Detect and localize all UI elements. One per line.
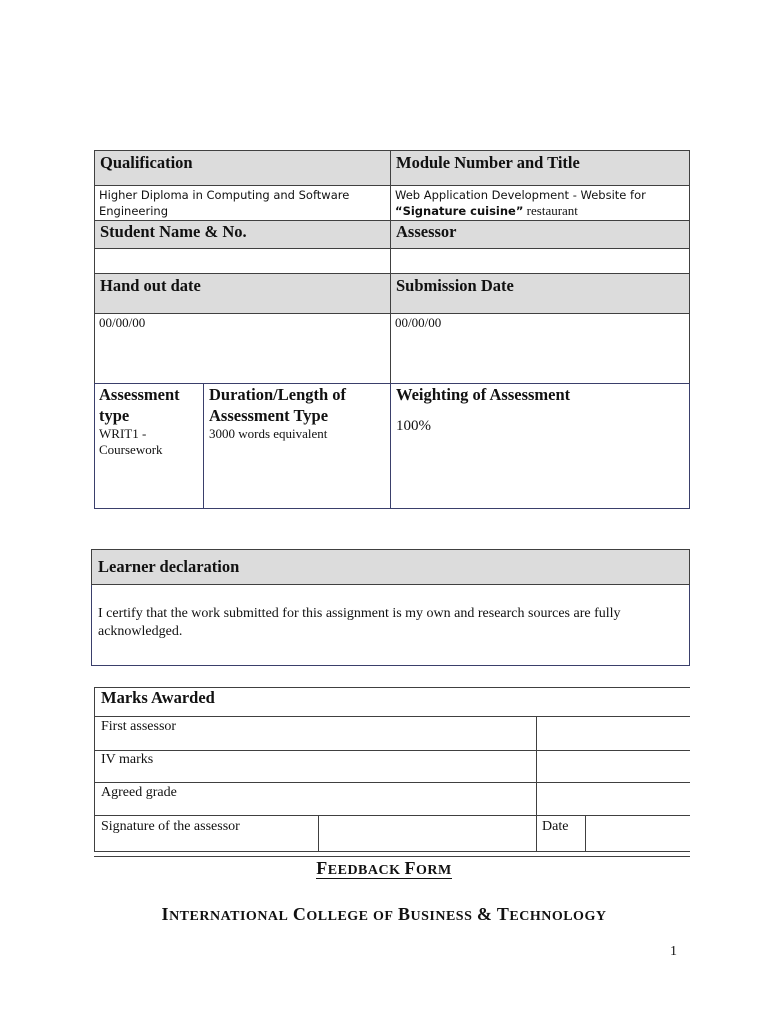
- signature-field[interactable]: [319, 816, 535, 851]
- iv-marks-label: IV marks: [101, 752, 154, 767]
- module-value-quote-open: “: [395, 204, 403, 218]
- declaration-text: I certify that the work submitted for this assignment is my own and research sources are fully acknowledged.: [98, 606, 621, 639]
- assessor-value-cell[interactable]: [390, 248, 690, 274]
- assessment-type-value: WRIT1 - Coursework: [99, 426, 163, 457]
- submission-date-value: 00/00/00: [395, 315, 442, 330]
- declaration-title: Learner declaration: [98, 557, 240, 576]
- submission-header-cell: [390, 273, 690, 314]
- date-label: Date: [542, 819, 569, 834]
- submission-value-cell: [390, 313, 690, 384]
- handout-label: Hand out date: [100, 276, 201, 295]
- marks-bottom-double-border: [94, 856, 690, 857]
- handout-header-cell: [94, 273, 391, 314]
- declaration-header-cell: [91, 549, 690, 585]
- module-header-cell: [390, 150, 690, 186]
- assessor-label: Assessor: [396, 222, 457, 241]
- weighting-value: 100%: [396, 418, 431, 434]
- qualification-label: Qualification: [100, 153, 193, 172]
- qualification-value-cell: [94, 185, 391, 221]
- college-title: INTERNATIONAL COLLEGE OF BUSINESS & TECHNOLOGY: [161, 904, 607, 924]
- module-label: Module Number and Title: [396, 153, 580, 172]
- marks-left-border: [94, 687, 95, 851]
- marks-bottom-border: [94, 851, 690, 852]
- feedback-form-title: FEEDBACK FORM: [316, 858, 452, 878]
- submission-label: Submission Date: [396, 276, 514, 295]
- module-value-line1: Web Application Development - Website for: [395, 188, 646, 202]
- agreed-grade-label: Agreed grade: [101, 785, 177, 800]
- module-value-restaurant-name: Signature cuisine: [402, 204, 516, 218]
- qualification-header-cell: [94, 150, 391, 186]
- weighting-label: Weighting of Assessment: [396, 385, 571, 404]
- module-value-line2: [395, 203, 685, 219]
- duration-label: Duration/Length of Assessment Type: [209, 385, 347, 425]
- assessor-header-cell: [390, 220, 690, 249]
- handout-value-cell: [94, 313, 391, 384]
- marks-title: Marks Awarded: [101, 688, 215, 707]
- module-value-suffix: restaurant: [523, 203, 578, 218]
- first-assessor-label: First assessor: [101, 719, 177, 734]
- module-value-quote-close: ”: [515, 204, 524, 218]
- qualification-value: Higher Diploma in Computing and Software Engineering: [99, 188, 350, 218]
- student-header-cell: [94, 220, 391, 249]
- signature-label: Signature of the assessor: [101, 819, 240, 834]
- duration-cell: [203, 383, 391, 509]
- module-value-cell: [390, 185, 690, 221]
- student-label: Student Name & No.: [100, 222, 247, 241]
- duration-value: 3000 words equivalent: [209, 426, 328, 441]
- assessment-type-cell: [94, 383, 204, 509]
- declaration-body-cell: [91, 585, 690, 666]
- date-field[interactable]: [586, 816, 689, 851]
- student-value-cell[interactable]: [94, 248, 391, 274]
- assessment-type-label: Assessment type: [99, 385, 180, 425]
- weighting-cell: [390, 383, 690, 509]
- iv-marks-field[interactable]: [537, 751, 689, 782]
- page-number: 1: [670, 944, 677, 959]
- agreed-grade-field[interactable]: [537, 783, 689, 815]
- first-assessor-mark-field[interactable]: [537, 717, 689, 750]
- handout-date-value: 00/00/00: [99, 315, 146, 330]
